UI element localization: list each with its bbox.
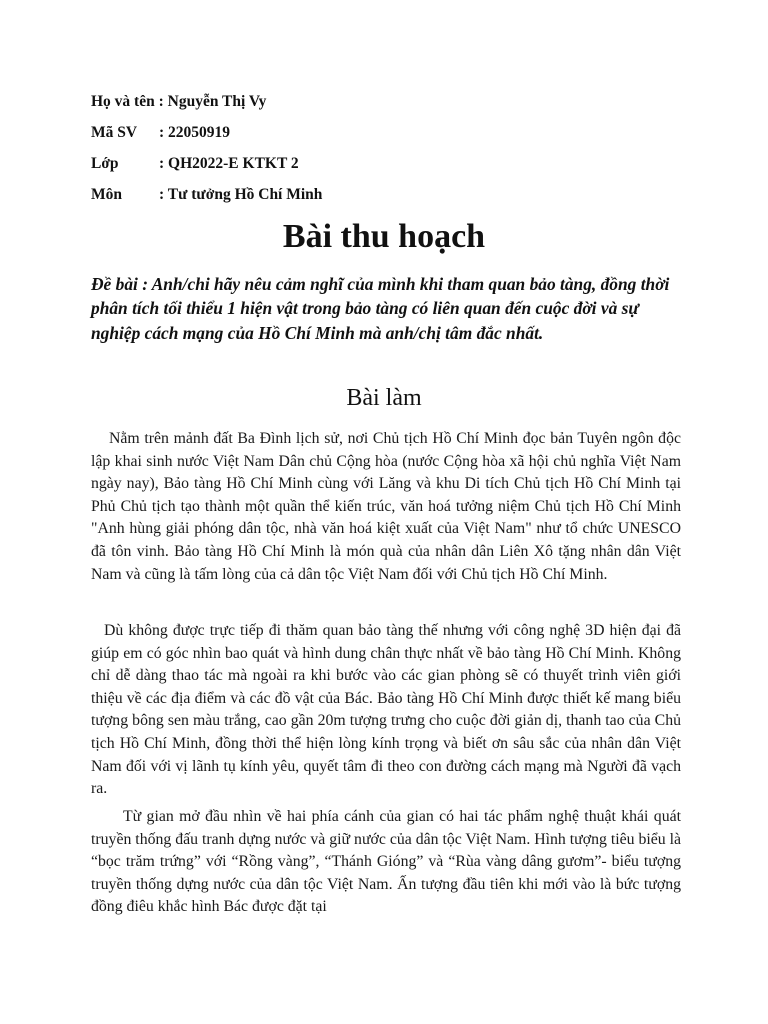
document-title: Bài thu hoạch	[282, 218, 486, 255]
student-id-row	[91, 124, 322, 155]
prompt-text: : Anh/chi hãy nêu cảm nghĩ của mình khi tham quan bảo tàng, đồng thời phân tích tối thiểu 1 hiện vật trong bảo tàng có liên quan đến cuộc đời và sự nghiệp cách mạng của Hồ Chí Minh mà anh/chị tâm đắc nhất.	[91, 274, 670, 343]
section-heading: Bài làm	[346, 385, 422, 411]
id-value: : 22050919	[159, 124, 231, 141]
student-name-row	[91, 93, 322, 124]
class-value: : QH2022-E KTKT 2	[159, 155, 299, 172]
body-paragraph-1: Nằm trên mảnh đất Ba Đình lịch sử, nơi Chủ tịch Hồ Chí Minh đọc bản Tuyên ngôn độc lập khai sinh nước Việt Nam Dân chủ Cộng hòa (nước Cộng hòa xã hội chủ nghĩa Việt Nam ngày nay), Bảo tàng Hồ Chí Minh cùng với Lăng và khu Di tích Chủ tịch Hồ Chí Minh tại Phủ Chủ tịch tạo thành một quần thể kiến trúc, văn hoá tưởng niệm Chủ tịch Hồ Chí Minh "Anh hùng giải phóng dân tộc, nhà văn hoá kiệt xuất của Việt Nam" như tổ chức UNESCO đã tôn vinh. Bảo tàng Hồ Chí Minh là món quà của nhân dân Liên Xô tặng nhân dân Việt Nam và cũng là tấm lòng của cả dân tộc Việt Nam đối với Chủ tịch Hồ Chí Minh.	[91, 430, 681, 583]
class-row	[91, 155, 322, 186]
student-info	[91, 93, 322, 217]
subject-label: Môn	[91, 186, 122, 203]
prompt-label: Đề bài	[91, 274, 138, 294]
subject-row	[91, 186, 322, 217]
assignment-prompt	[91, 272, 691, 345]
name-label: Họ và tên	[91, 93, 155, 110]
subject-value: : Tư tưởng Hồ Chí Minh	[159, 186, 323, 203]
body-paragraph-3: Từ gian mở đầu nhìn về hai phía cánh của gian có hai tác phẩm nghệ thuật khái quát truyền thống đấu tranh dựng nước và giữ nước của dân tộc Việt Nam. Hình tượng tiêu biểu là “bọc trăm trứng” với “Rồng vàng”, “Thánh Gióng” và “Rùa vàng dâng gươm”- biểu tượng truyền thống dựng nước của dân tộc Việt Nam. Ấn tượng đầu tiên khi mới vào là bức tượng đồng điêu khắc hình Bác được đặt tại	[91, 808, 681, 916]
body-paragraph-2: Dù không được trực tiếp đi thăm quan bảo tàng thế nhưng với công nghệ 3D hiện đại đã giúp em có góc nhìn bao quát và hình dung chân thực nhất về bảo tàng Hồ Chí Minh. Không chỉ dễ dàng thao tác mà ngoài ra khi bước vào các gian phòng sẽ có thuyết trình viên giới thiệu về các địa điểm và các đồ vật của Bác. Bảo tàng Hồ Chí Minh được thiết kế mang biểu tượng bông sen màu trắng, cao gần 20m tượng trưng cho cuộc đời giản dị, thanh tao của Chủ tịch Hồ Chí Minh, đồng thời thể hiện lòng kính trọng và biết ơn sâu sắc của nhân dân Việt Nam đối với vị lãnh tụ kính yêu, quyết tâm đi theo con đường cách mạng mà Người đã vạch ra.	[91, 622, 681, 798]
name-value: : Nguyễn Thị Vy	[158, 93, 267, 110]
class-label: Lớp	[91, 155, 119, 172]
id-label: Mã SV	[91, 124, 138, 141]
